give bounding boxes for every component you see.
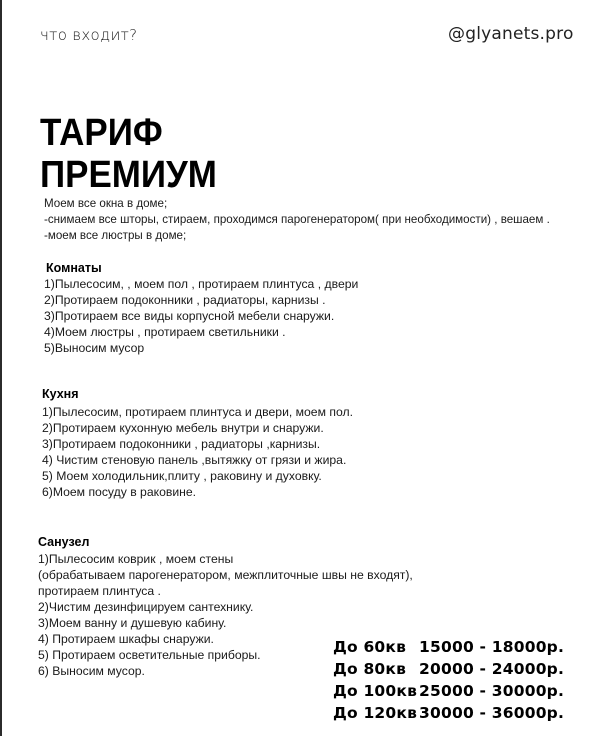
rooms-heading: Комнаты: [46, 261, 102, 275]
bathroom-item: 4) Протираем шкафы снаружи.: [38, 632, 214, 646]
kitchen-item: 3)Протираем подоконники , радиаторы ,карнизы.: [42, 437, 321, 451]
bathroom-heading: Санузел: [38, 535, 90, 549]
whats-included-label: что входит?: [40, 26, 138, 44]
rooms-item: 3)Протираем все виды корпусной мебели снаружи.: [44, 309, 335, 323]
intro-line: -моем все люстры в доме;: [44, 229, 187, 242]
page-title: [40, 112, 217, 196]
price-range: 30000 - 36000р.: [419, 704, 565, 722]
rooms-item: 1)Пылесосим, , моем пол , протираем плинтуса , двери: [44, 277, 359, 291]
bathroom-item: 6) Выносим мусор.: [38, 664, 145, 678]
instagram-handle: @glyanets.pro: [448, 24, 574, 44]
title-line-1: ТАРИФ: [40, 112, 163, 154]
bathroom-item: протираем плинтуса .: [38, 584, 161, 598]
price-range: 25000 - 30000р.: [419, 682, 565, 700]
kitchen-item: 6)Моем посуду в раковине.: [42, 485, 197, 499]
bathroom-item: 1)Пылесосим коврик , моем стены: [38, 552, 234, 566]
title-line-2: ПРЕМИУМ: [40, 154, 217, 196]
price-table: [333, 636, 564, 724]
bathroom-item: 3)Моем ванну и душевую кабину.: [38, 616, 227, 630]
left-border-line: [0, 0, 2, 736]
bathroom-item: 5) Протираем осветительные приборы.: [38, 648, 261, 662]
rooms-item: 2)Протираем подоконники , радиаторы, карнизы .: [44, 293, 326, 307]
price-row: [333, 680, 564, 702]
rooms-item: 5)Выносим мусор: [44, 341, 145, 355]
price-size: До 100кв: [333, 682, 418, 700]
price-size: До 80кв: [333, 660, 407, 678]
price-size: До 60кв: [333, 638, 407, 656]
kitchen-item: 1)Пылесосим, протираем плинтуса и двери, моем пол.: [42, 405, 353, 419]
intro-line: -снимаем все шторы, стираем, проходимся парогенератором( при необходимости) , вешаем .: [44, 213, 550, 226]
bathroom-item: (обрабатываем парогенератором, межплиточные швы не входят),: [38, 568, 413, 582]
price-size: До 120кв: [333, 704, 418, 722]
price-range: 20000 - 24000р.: [419, 660, 565, 678]
price-row: [333, 658, 564, 680]
intro-line: Моем все окна в доме;: [44, 197, 168, 210]
kitchen-item: 4) Чистим стеновую панель ,вытяжку от грязи и жира.: [42, 453, 347, 467]
price-row: [333, 702, 564, 724]
rooms-item: 4)Моем люстры , протираем светильники .: [44, 325, 286, 339]
kitchen-item: 2)Протираем кухонную мебель внутри и снаружи.: [42, 421, 324, 435]
kitchen-heading: Кухня: [42, 387, 79, 401]
kitchen-item: 5) Моем холодильник,плиту , раковину и духовку.: [42, 469, 322, 483]
price-row: [333, 636, 564, 658]
bathroom-item: 2)Чистим дезинфицируем сантехнику.: [38, 600, 254, 614]
price-range: 15000 - 18000р.: [419, 638, 565, 656]
